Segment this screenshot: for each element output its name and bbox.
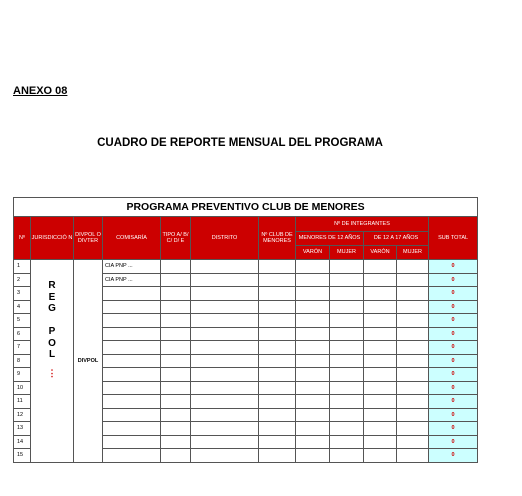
menores-varon-cell[interactable] (296, 300, 330, 314)
subtotal-cell: 0 (429, 273, 478, 287)
comisaria-cell[interactable] (103, 354, 161, 368)
menores-varon-cell[interactable] (296, 422, 330, 436)
menores-varon-cell[interactable] (296, 435, 330, 449)
menores-mujer-cell[interactable] (330, 314, 364, 328)
num-club-cell[interactable] (259, 381, 296, 395)
tipo-cell[interactable] (161, 368, 191, 382)
tipo-cell[interactable] (161, 435, 191, 449)
row-number: 2 (14, 273, 31, 287)
adol-mujer-cell[interactable] (397, 368, 429, 382)
menores-mujer-cell[interactable] (330, 354, 364, 368)
menores-mujer-cell[interactable] (330, 368, 364, 382)
jurisdiccion-cell[interactable] (31, 260, 74, 463)
subtotal-cell: 0 (429, 287, 478, 301)
row-number: 14 (14, 435, 31, 449)
annex-label: ANEXO 08 (13, 85, 68, 97)
distrito-cell[interactable] (191, 260, 259, 274)
menores-varon-cell[interactable] (296, 395, 330, 409)
adol-varon-cell[interactable] (364, 395, 397, 409)
row-number: 12 (14, 408, 31, 422)
document-title: CUADRO DE REPORTE MENSUAL DEL PROGRAMA (97, 137, 383, 149)
distrito-cell[interactable] (191, 314, 259, 328)
header-mujer-2: MUJER (397, 246, 429, 260)
program-title: PROGRAMA PREVENTIVO CLUB DE MENORES (14, 198, 478, 217)
adol-varon-cell[interactable] (364, 422, 397, 436)
subtotal-cell: 0 (429, 341, 478, 355)
adol-varon-cell[interactable] (364, 381, 397, 395)
subtotal-cell: 0 (429, 368, 478, 382)
header-jurisdiccion: JURISDICCIÓ N (31, 217, 74, 260)
distrito-cell[interactable] (191, 287, 259, 301)
tipo-cell[interactable] (161, 300, 191, 314)
row-number: 4 (14, 300, 31, 314)
menores-mujer-cell[interactable] (330, 408, 364, 422)
comisaria-cell[interactable] (103, 449, 161, 463)
subtotal-cell: 0 (429, 300, 478, 314)
jurisdiccion-letter (31, 315, 73, 327)
header-num-club: Nº CLUB DE MENORES (259, 217, 296, 260)
table-row (14, 260, 478, 274)
num-club-cell[interactable] (259, 435, 296, 449)
menores-mujer-cell[interactable] (330, 395, 364, 409)
num-club-cell[interactable] (259, 395, 296, 409)
subtotal-cell: 0 (429, 395, 478, 409)
adol-varon-cell[interactable] (364, 300, 397, 314)
num-club-cell[interactable] (259, 273, 296, 287)
adol-mujer-cell[interactable] (397, 327, 429, 341)
tipo-cell[interactable] (161, 273, 191, 287)
tipo-cell[interactable] (161, 341, 191, 355)
distrito-cell[interactable] (191, 449, 259, 463)
row-number: 6 (14, 327, 31, 341)
jurisdiccion-letter: L (48, 349, 56, 360)
comisaria-cell[interactable]: CIA PNP ... (103, 260, 161, 274)
jurisdiccion-letter: P (48, 326, 56, 337)
row-number: 1 (14, 260, 31, 274)
row-number: 5 (14, 314, 31, 328)
header-12-17: DE 12 A 17 AÑOS (364, 232, 429, 246)
adol-mujer-cell[interactable] (397, 260, 429, 274)
menores-varon-cell[interactable] (296, 341, 330, 355)
distrito-cell[interactable] (191, 368, 259, 382)
row-number: 9 (14, 368, 31, 382)
divpol-cell[interactable]: DIVPOL (74, 260, 103, 463)
tipo-cell[interactable] (161, 422, 191, 436)
header-menores-12: MENORES DE 12 AÑOS (296, 232, 364, 246)
menores-mujer-cell[interactable] (330, 341, 364, 355)
header-divpol: DIVPOL O DIVTER (74, 217, 103, 260)
adol-mujer-cell[interactable] (397, 354, 429, 368)
adol-varon-cell[interactable] (364, 273, 397, 287)
menores-varon-cell[interactable] (296, 314, 330, 328)
adol-mujer-cell[interactable] (397, 422, 429, 436)
adol-mujer-cell[interactable] (397, 435, 429, 449)
distrito-cell[interactable] (191, 408, 259, 422)
num-club-cell[interactable] (259, 341, 296, 355)
tipo-cell[interactable] (161, 449, 191, 463)
subtotal-cell: 0 (429, 327, 478, 341)
distrito-cell[interactable] (191, 341, 259, 355)
comisaria-cell[interactable] (103, 341, 161, 355)
header-distrito: DISTRITO (191, 217, 259, 260)
distrito-cell[interactable] (191, 273, 259, 287)
adol-mujer-cell[interactable] (397, 300, 429, 314)
comisaria-cell[interactable] (103, 327, 161, 341)
tipo-cell[interactable] (161, 327, 191, 341)
menores-varon-cell[interactable] (296, 449, 330, 463)
header-subtotal: SUB TOTAL (429, 217, 478, 260)
menores-mujer-cell[interactable] (330, 422, 364, 436)
adol-varon-cell[interactable] (364, 435, 397, 449)
tipo-cell[interactable] (161, 381, 191, 395)
subtotal-cell: 0 (429, 260, 478, 274)
jurisdiccion-letter: O (48, 337, 56, 349)
row-number: 13 (14, 422, 31, 436)
menores-varon-cell[interactable] (296, 273, 330, 287)
tipo-cell[interactable] (161, 287, 191, 301)
menores-varon-cell[interactable] (296, 287, 330, 301)
comisaria-cell[interactable] (103, 408, 161, 422)
comisaria-cell[interactable]: CIA PNP ... (103, 273, 161, 287)
row-number: 8 (14, 354, 31, 368)
comisaria-cell[interactable] (103, 422, 161, 436)
comisaria-cell[interactable] (103, 395, 161, 409)
adol-mujer-cell[interactable] (397, 287, 429, 301)
adol-varon-cell[interactable] (364, 287, 397, 301)
tipo-cell[interactable] (161, 408, 191, 422)
comisaria-cell[interactable] (103, 435, 161, 449)
header-mujer-1: MUJER (330, 246, 364, 260)
tipo-cell[interactable] (161, 395, 191, 409)
comisaria-cell[interactable] (103, 368, 161, 382)
distrito-cell[interactable] (191, 354, 259, 368)
distrito-cell[interactable] (191, 435, 259, 449)
menores-varon-cell[interactable] (296, 381, 330, 395)
menores-mujer-cell[interactable] (330, 381, 364, 395)
menores-mujer-cell[interactable] (330, 327, 364, 341)
row-number: 3 (14, 287, 31, 301)
adol-mujer-cell[interactable] (397, 395, 429, 409)
adol-mujer-cell[interactable] (397, 273, 429, 287)
num-club-cell[interactable] (259, 300, 296, 314)
comisaria-cell[interactable] (103, 381, 161, 395)
comisaria-cell[interactable] (103, 287, 161, 301)
row-number: 15 (14, 449, 31, 463)
distrito-cell[interactable] (191, 327, 259, 341)
adol-mujer-cell[interactable] (397, 314, 429, 328)
num-club-cell[interactable] (259, 260, 296, 274)
tipo-cell[interactable] (161, 260, 191, 274)
adol-varon-cell[interactable] (364, 327, 397, 341)
menores-varon-cell[interactable] (296, 408, 330, 422)
num-club-cell[interactable] (259, 422, 296, 436)
subtotal-cell: 0 (429, 449, 478, 463)
adol-varon-cell[interactable] (364, 341, 397, 355)
report-table (13, 197, 478, 463)
distrito-cell[interactable] (191, 300, 259, 314)
subtotal-cell: 0 (429, 354, 478, 368)
subtotal-cell: 0 (429, 314, 478, 328)
subtotal-cell: 0 (429, 422, 478, 436)
subtotal-cell: 0 (429, 381, 478, 395)
adol-varon-cell[interactable] (364, 449, 397, 463)
num-club-cell[interactable] (259, 408, 296, 422)
jurisdiccion-dots: ⋮ (47, 367, 57, 378)
header-varon-1: VARÓN (296, 246, 330, 260)
num-club-cell[interactable] (259, 368, 296, 382)
tipo-cell[interactable] (161, 314, 191, 328)
header-tipo: TIPO A/ B/ C/ D/ E (161, 217, 191, 260)
subtotal-cell: 0 (429, 408, 478, 422)
num-club-cell[interactable] (259, 354, 296, 368)
jurisdiccion-letter: R (48, 280, 56, 291)
menores-mujer-cell[interactable] (330, 449, 364, 463)
num-club-cell[interactable] (259, 449, 296, 463)
distrito-cell[interactable] (191, 422, 259, 436)
adol-varon-cell[interactable] (364, 260, 397, 274)
jurisdiccion-letter: E (48, 291, 56, 303)
num-club-cell[interactable] (259, 314, 296, 328)
adol-varon-cell[interactable] (364, 314, 397, 328)
header-num: Nº (14, 217, 31, 260)
header-varon-2: VARÓN (364, 246, 397, 260)
num-club-cell[interactable] (259, 327, 296, 341)
menores-mujer-cell[interactable] (330, 300, 364, 314)
menores-mujer-cell[interactable] (330, 287, 364, 301)
header-integrantes: Nº DE INTEGRANTES (296, 217, 429, 232)
menores-varon-cell[interactable] (296, 354, 330, 368)
row-number: 7 (14, 341, 31, 355)
subtotal-cell: 0 (429, 435, 478, 449)
comisaria-cell[interactable] (103, 314, 161, 328)
tipo-cell[interactable] (161, 354, 191, 368)
jurisdiccion-letter: G (48, 303, 56, 314)
distrito-cell[interactable] (191, 395, 259, 409)
adol-varon-cell[interactable] (364, 354, 397, 368)
adol-varon-cell[interactable] (364, 368, 397, 382)
adol-varon-cell[interactable] (364, 408, 397, 422)
menores-varon-cell[interactable] (296, 368, 330, 382)
menores-varon-cell[interactable] (296, 327, 330, 341)
row-number: 11 (14, 395, 31, 409)
menores-mujer-cell[interactable] (330, 435, 364, 449)
adol-mujer-cell[interactable] (397, 408, 429, 422)
menores-mujer-cell[interactable] (330, 273, 364, 287)
adol-mujer-cell[interactable] (397, 341, 429, 355)
comisaria-cell[interactable] (103, 300, 161, 314)
row-number: 10 (14, 381, 31, 395)
menores-varon-cell[interactable] (296, 260, 330, 274)
num-club-cell[interactable] (259, 287, 296, 301)
menores-mujer-cell[interactable] (330, 260, 364, 274)
header-comisaria: COMISARÍA (103, 217, 161, 260)
adol-mujer-cell[interactable] (397, 381, 429, 395)
adol-mujer-cell[interactable] (397, 449, 429, 463)
distrito-cell[interactable] (191, 381, 259, 395)
